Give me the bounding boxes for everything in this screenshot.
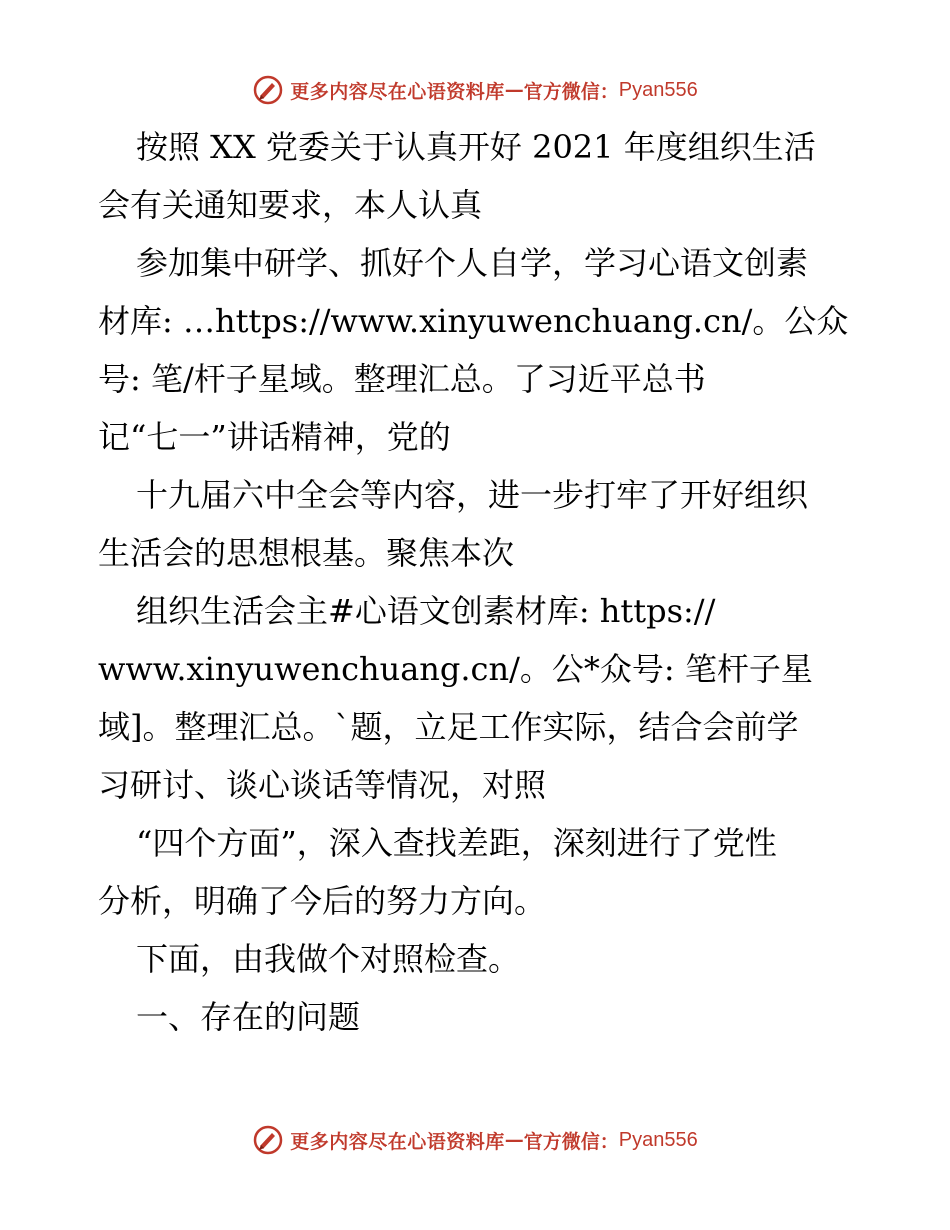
header-brand-text: 更多内容尽在心语资料库 bbox=[290, 80, 505, 103]
text-line: “四个方面”，深入查找差距，深刻进行了党性 bbox=[136, 824, 777, 862]
body-text bbox=[98, 118, 858, 1046]
header-separator: — bbox=[504, 79, 524, 101]
pen-logo-icon bbox=[252, 74, 284, 106]
text-line: 号: 笔/杆子星域。整理汇总。了习近平总书 bbox=[98, 360, 706, 398]
text-line: 分析，明确了今后的努力方向。 bbox=[98, 882, 547, 920]
header-wechat-label: 官方微信： bbox=[523, 80, 619, 103]
footer-wechat-label: 官方微信： bbox=[523, 1130, 619, 1153]
pen-logo-icon bbox=[252, 1124, 284, 1156]
text-line: 参加集中研学、抓好个人自学，学习心语文创素 bbox=[136, 244, 809, 282]
text-line: 记“七一”讲话精神，党的 bbox=[98, 418, 451, 456]
text-line: 组织生活会主#心语文创素材库: https:// bbox=[136, 592, 716, 630]
footer-wechat-handle: Pyan556 bbox=[618, 1128, 698, 1151]
footer-separator: — bbox=[504, 1129, 524, 1151]
footer-brand-text: 更多内容尽在心语资料库 bbox=[290, 1130, 505, 1153]
section-heading: 一、存在的问题 bbox=[136, 998, 361, 1036]
text-line: 生活会的思想根基。聚焦本次 bbox=[98, 534, 515, 572]
header-banner bbox=[0, 70, 950, 110]
text-line: 按照 XX 党委关于认真开好 2021 年度组织生活 bbox=[136, 128, 816, 166]
text-line: 材库: …https://www.xinyuwenchuang.cn/。公众 bbox=[98, 302, 849, 340]
footer-banner bbox=[0, 1120, 950, 1160]
text-line: 会有关通知要求，本人认真 bbox=[98, 186, 483, 224]
header-wechat-handle: Pyan556 bbox=[618, 78, 698, 101]
text-line: 习研讨、谈心谈话等情况，对照 bbox=[98, 766, 547, 804]
text-line: 下面，由我做个对照检查。 bbox=[136, 940, 521, 978]
text-line: 域]。整理汇总。`题，立足工作实际，结合会前学 bbox=[98, 708, 799, 746]
text-line: www.xinyuwenchuang.cn/。公*众号: 笔杆子星 bbox=[98, 650, 813, 688]
text-line: 十九届六中全会等内容，进一步打牢了开好组织 bbox=[136, 476, 809, 514]
